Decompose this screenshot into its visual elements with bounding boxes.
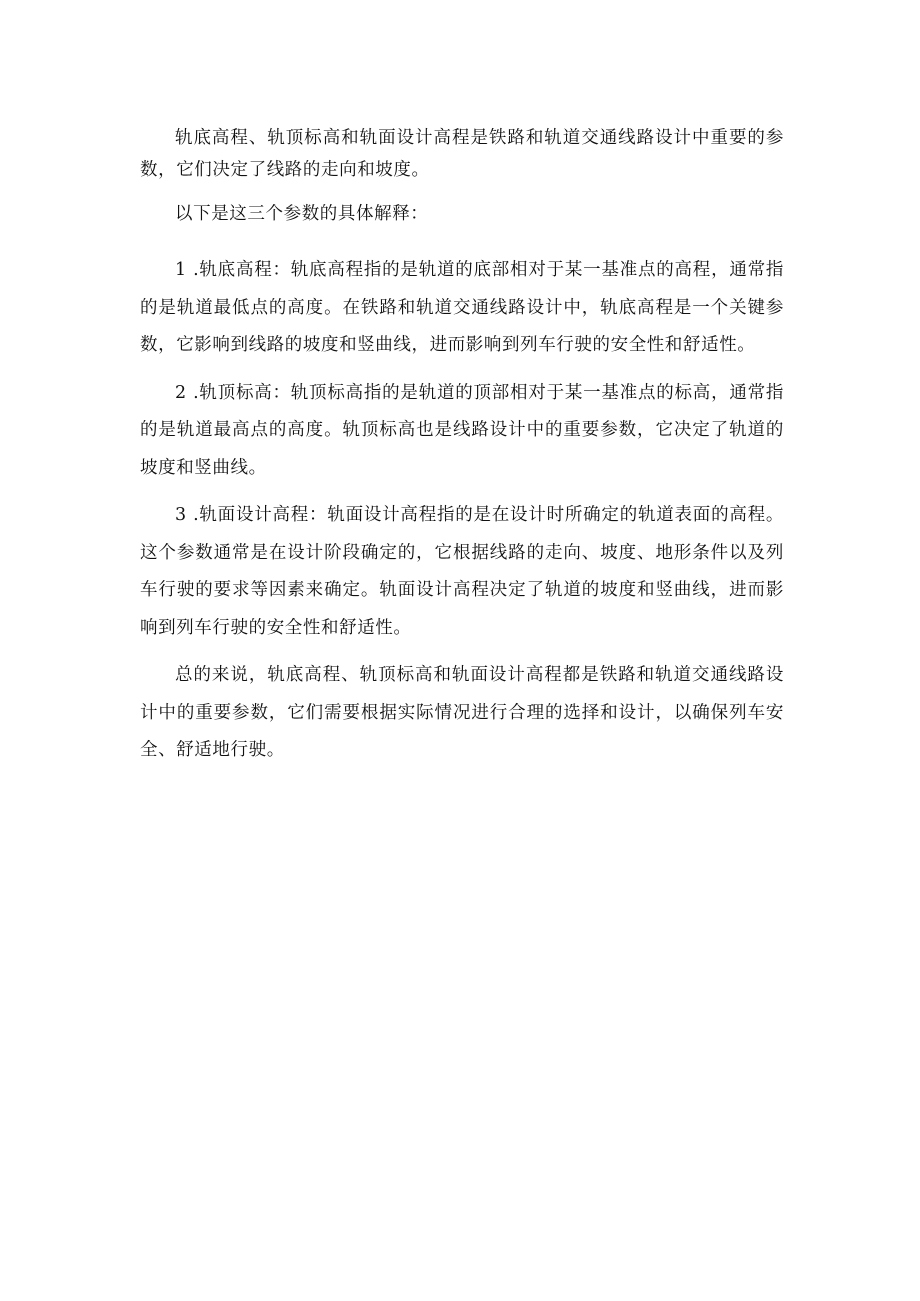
paragraph-lead-in: 以下是这三个参数的具体解释：: [175, 204, 429, 224]
paragraph-summary: 总的来说，轨底高程、轨顶标高和轨面设计高程都是铁路和轨道交通线路设计中的重要参数，它们需要根据实际情况进行合理的选择和设计，以确保列车安全、舒适地行驶。: [140, 665, 784, 760]
document-body: [140, 122, 784, 770]
paragraph-intro: 轨底高程、轨顶标高和轨面设计高程是铁路和轨道交通线路设计中重要的参数，它们决定了线路的走向和坡度。: [140, 128, 784, 180]
paragraph-rail-surface-design-elevation: 3 .轨面设计高程：轨面设计高程指的是在设计时所确定的轨道表面的高程。这个参数通常是在设计阶段确定的，它根据线路的走向、坡度、地形条件以及列车行驶的要求等因素来确定。轨面设计高程决定了轨道的坡度和竖曲线，进而影响到列车行驶的安全性和舒适性。: [140, 505, 784, 638]
paragraph-rail-bottom-elevation: 1 .轨底高程：轨底高程指的是轨道的底部相对于某一基准点的高程，通常指的是轨道最低点的高度。在铁路和轨道交通线路设计中，轨底高程是一个关键参数，它影响到线路的坡度和竖曲线，进而影响到列车行驶的安全性和舒适性。: [140, 260, 784, 355]
paragraph-rail-top-elevation: 2 .轨顶标高：轨顶标高指的是轨道的顶部相对于某一基准点的标高，通常指的是轨道最高点的高度。轨顶标高也是线路设计中的重要参数，它决定了轨道的坡度和竖曲线。: [140, 382, 784, 478]
